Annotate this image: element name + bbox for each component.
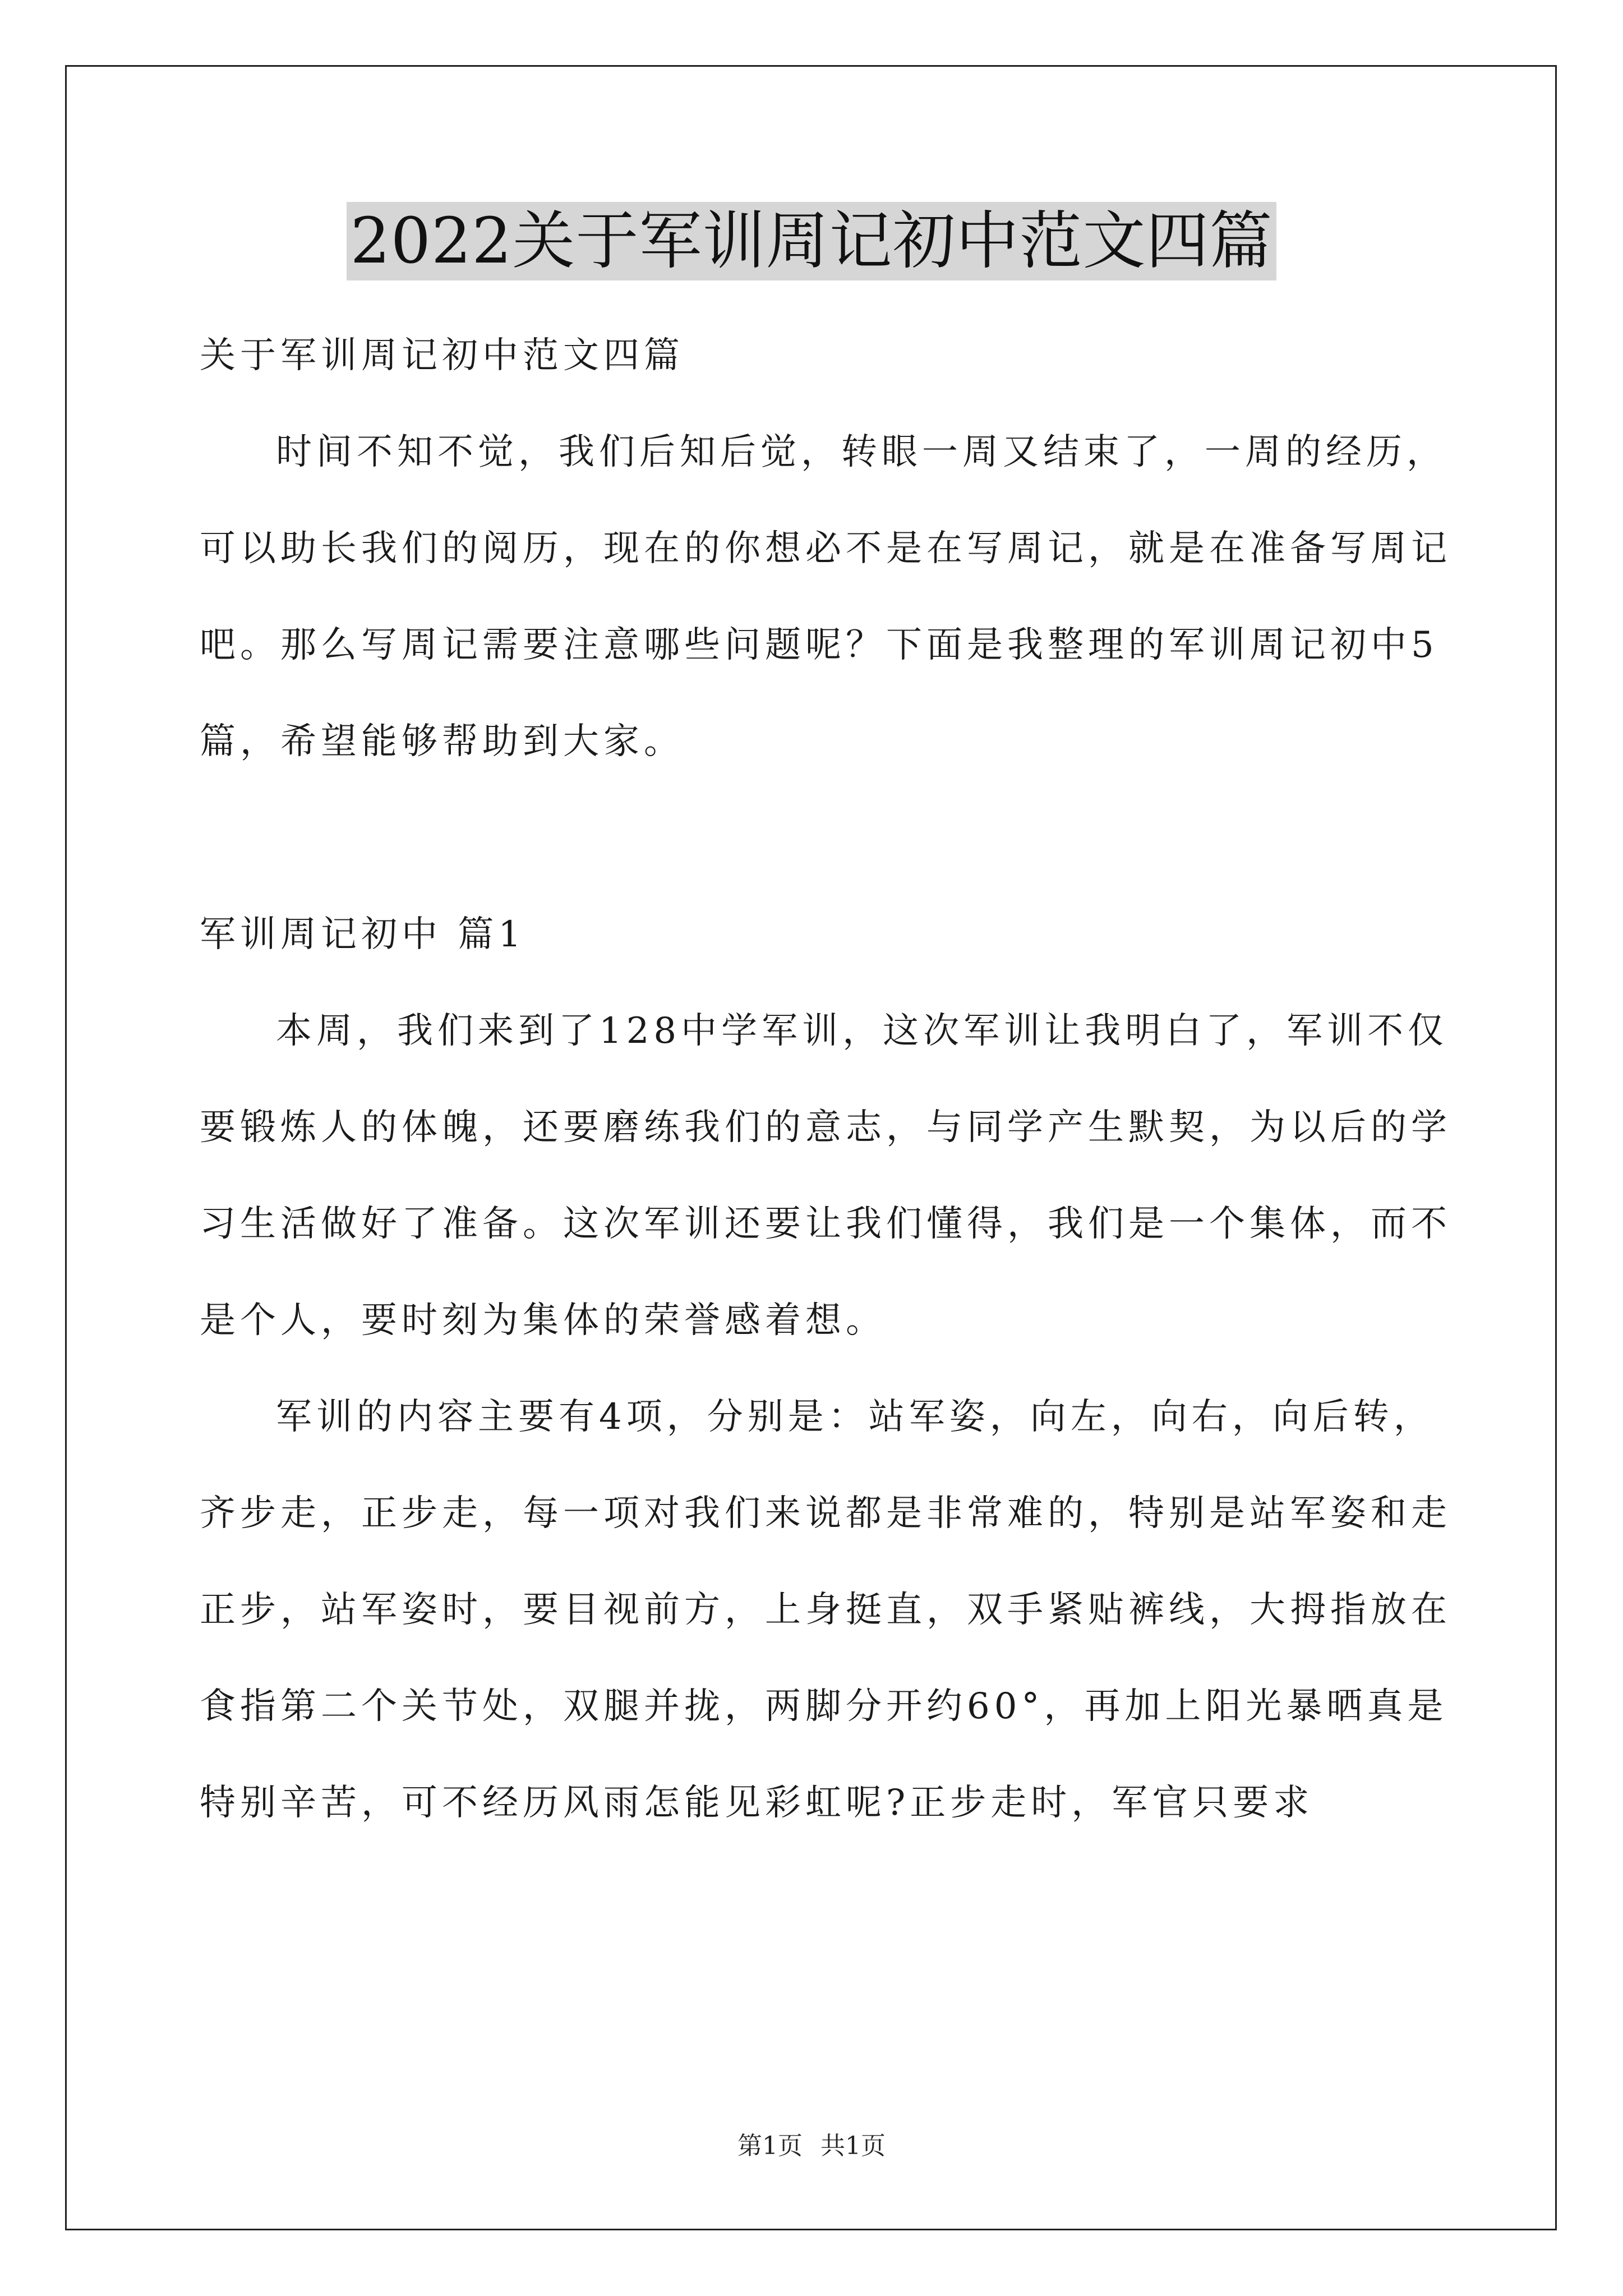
document-body bbox=[200, 307, 1461, 1851]
page-footer bbox=[0, 2129, 1623, 2163]
document-title: 2022关于军训周记初中范文四篇 bbox=[347, 202, 1276, 280]
section-heading: 军训周记初中 篇1 bbox=[200, 914, 526, 955]
body-paragraph-2: 军训的内容主要有4项，分别是：站军姿，向左，向右，向后转，齐步走，正步走，每一项对我们来说都是非常难的，特别是站军姿和走正步，站军姿时，要目视前方，上身挺直，双手紧贴裤线，大拇指放在食指第二个关节处，双腿并拢，两脚分开约60°，再加上阳光暴晒真是特别辛苦，可不经历风雨怎能见彩虹呢?正步走时，军官只要求 bbox=[200, 1396, 1451, 1824]
subtitle-paragraph: 关于军训周记初中范文四篇 bbox=[200, 335, 684, 376]
page-total: 共1页 bbox=[820, 2132, 886, 2160]
title-container bbox=[0, 202, 1623, 280]
page-number: 第1页 bbox=[737, 2132, 803, 2160]
intro-paragraph: 时间不知不觉，我们后知后觉，转眼一周又结束了，一周的经历，可以助长我们的阅历，现在的你想必不是在写周记，就是在准备写周记吧。那么写周记需要注意哪些问题呢？下面是我整理的军训周记初中5篇，希望能够帮助到大家。 bbox=[200, 431, 1451, 762]
body-paragraph-1: 本周，我们来到了128中学军训，这次军训让我明白了，军训不仅要锻炼人的体魄，还要磨练我们的意志，与同学产生默契，为以后的学习生活做好了准备。这次军训还要让我们懂得，我们是一个集体，而不是个人，要时刻为集体的荣誉感着想。 bbox=[200, 1010, 1451, 1341]
